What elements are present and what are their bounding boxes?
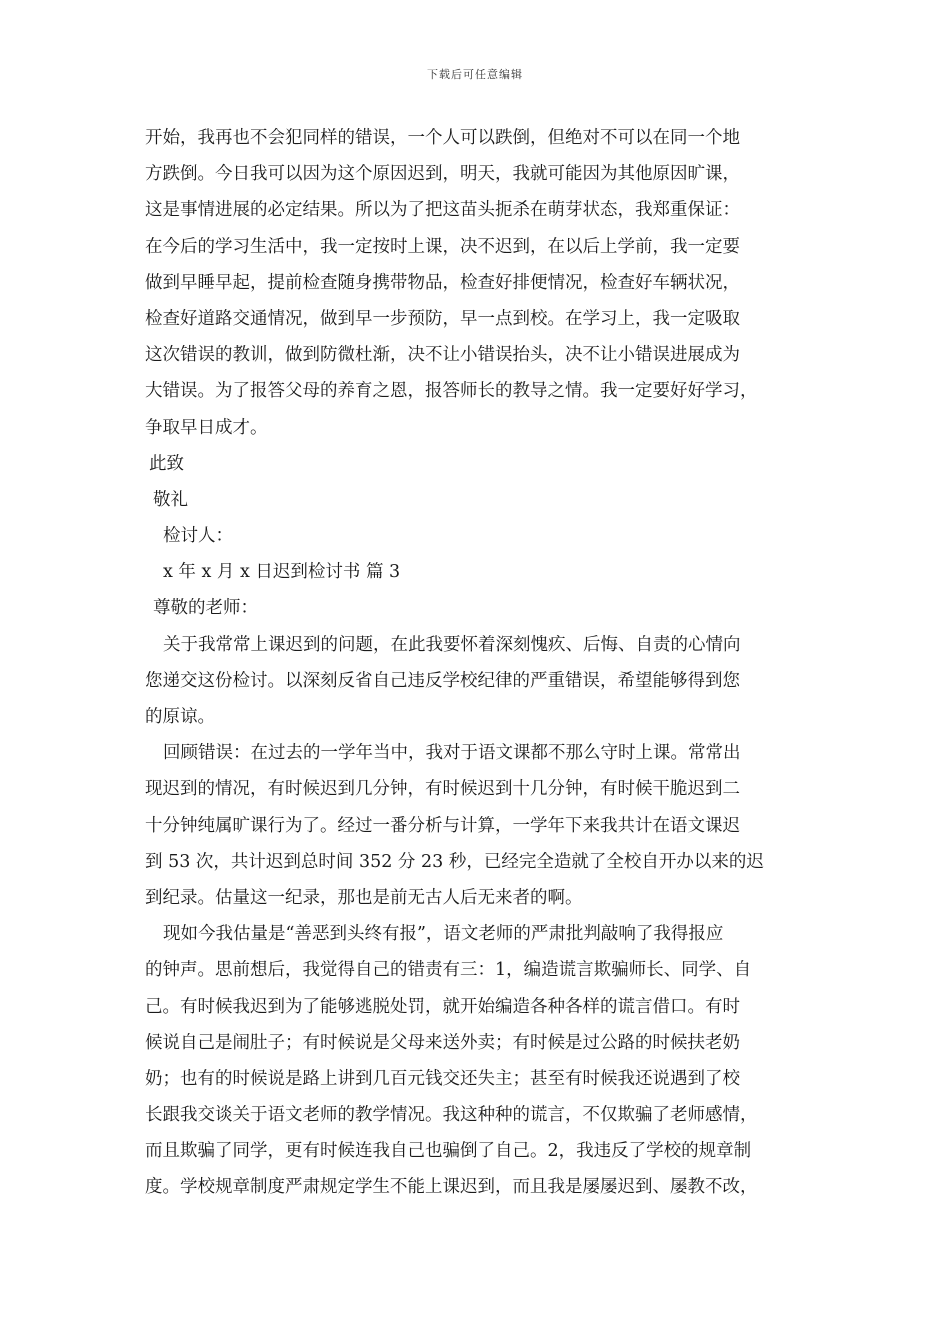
letter-greeting: 尊敬的老师： <box>153 598 258 619</box>
text-line: 现如今我估量是“善恶到头终有报”，语文老师的严肃批判敲响了我得报应 <box>163 924 724 945</box>
text-line: 做到早睡早起，提前检查随身携带物品，检查好排便情况，检查好车辆状况， <box>145 272 740 293</box>
text-line: 到 53 次，共计迟到总时间 352 分 23 秒，已经完全造就了全校自开办以来的迟 <box>145 851 764 872</box>
text-line: 长跟我交谈关于语文老师的教学情况。我这种种的谎言，不仅欺骗了老师感情， <box>145 1105 758 1126</box>
text-line: 己。有时候我迟到为了能够逃脱处罚，就开始编造各种各样的谎言借口。有时 <box>145 996 740 1017</box>
text-line: 的原谅。 <box>145 707 215 727</box>
text-line: 在今后的学习生活中，我一定按时上课，决不迟到，在以后上学前，我一定要 <box>145 236 740 257</box>
text-line: 您递交这份检讨。以深刻反省自己违反学校纪律的严重错误，希望能够得到您 <box>145 670 740 691</box>
signature-label: 检讨人： <box>163 526 233 547</box>
text-line: 大错误。为了报答父母的养育之恩，报答师长的教导之情。我一定要好好学习， <box>145 381 758 402</box>
section-title: x 年 x 月 x 日迟到检讨书 篇 3 <box>163 562 401 583</box>
page-header: 下载后可任意编辑 <box>427 68 523 81</box>
text-line: 的钟声。思前想后，我觉得自己的错责有三：1，编造谎言欺骗师长、同学、自 <box>145 960 752 981</box>
text-line: 到纪录。估量这一纪录，那也是前无古人后无来者的啊。 <box>145 887 583 908</box>
text-line: 十分钟纯属旷课行为了。经过一番分析与计算，一学年下来我共计在语文课迟 <box>145 815 740 836</box>
text-line: 开始，我再也不会犯同样的错误，一个人可以跌倒，但绝对不可以在同一个地 <box>145 128 740 148</box>
text-line: 回顾错误：在过去的一学年当中，我对于语文课都不那么守时上课。常常出 <box>163 743 741 764</box>
text-line: 现迟到的情况，有时候迟到几分钟，有时候迟到十几分钟，有时候干脆迟到二 <box>145 779 740 800</box>
text-line: 争取早日成才。 <box>145 417 268 438</box>
text-line: 这是事情进展的必定结果。所以为了把这苗头扼杀在萌芽状态，我郑重保证： <box>145 200 740 221</box>
text-line: 方跌倒。今日我可以因为这个原因迟到，明天，我就可能因为其他原因旷课， <box>145 164 740 185</box>
text-line: 而且欺骗了同学，更有时候连我自己也骗倒了自己。2，我违反了学校的规章制 <box>145 1141 752 1162</box>
document-body <box>145 120 825 1206</box>
text-line: 关于我常常上课迟到的问题，在此我要怀着深刻愧疚、后悔、自责的心情向 <box>163 634 741 655</box>
closing-regards: 敬礼 <box>153 489 188 510</box>
text-line: 这次错误的教训，做到防微杜渐，决不让小错误抬头，决不让小错误进展成为 <box>145 345 740 366</box>
text-line: 检查好道路交通情况，做到早一步预防，早一点到校。在学习上，我一定吸取 <box>145 308 740 329</box>
text-line: 候说自己是闹肚子；有时候说是父母来送外卖；有时候是过公路的时候扶老奶 <box>145 1032 740 1053</box>
text-line: 奶；也有的时候说是路上讲到几百元钱交还失主；甚至有时候我还说遇到了校 <box>145 1068 740 1089</box>
text-line: 度。学校规章制度严肃规定学生不能上课迟到，而且我是屡屡迟到、屡教不改， <box>145 1177 758 1198</box>
closing-salutation: 此致 <box>149 453 184 474</box>
